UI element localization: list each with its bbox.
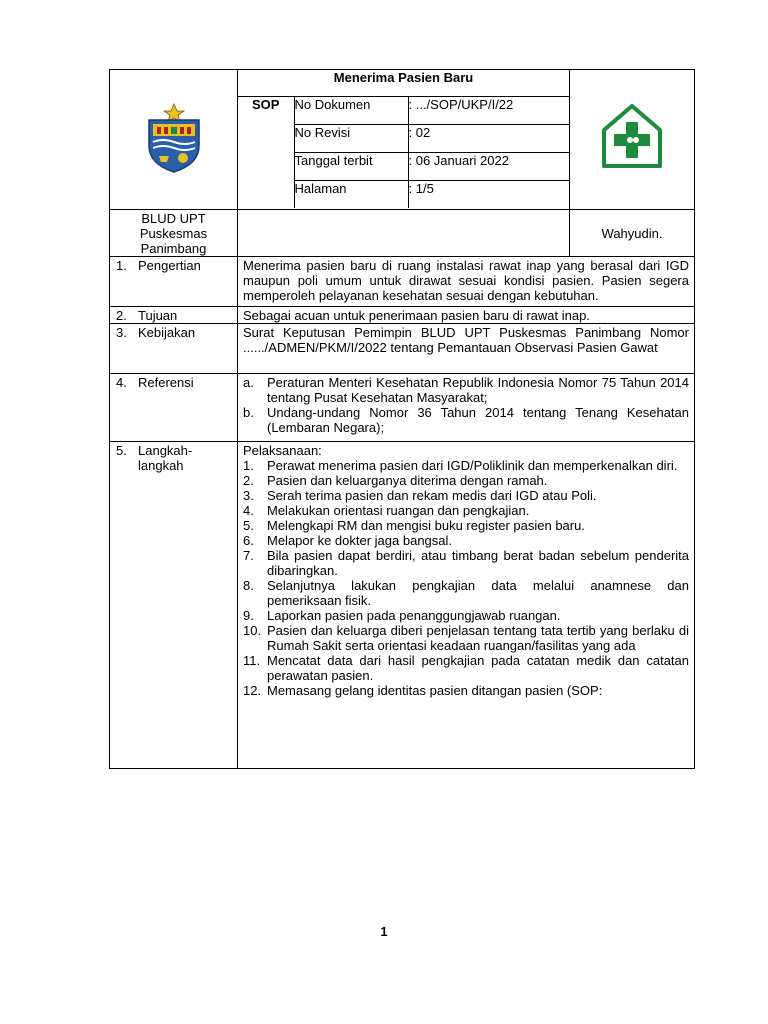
step-text: Serah terima pasien dan rekam medis dari IGD atau Poli. [267, 488, 597, 503]
meta-value: : 06 Januari 2022 [408, 153, 569, 181]
step-number: 3. [243, 488, 254, 503]
list-marker: b. [243, 405, 254, 420]
meta-value: : 02 [408, 125, 569, 153]
list-item [243, 405, 689, 435]
step-item [243, 548, 689, 578]
step-text: Selanjutnya lakukan pengkajian data melalui anamnese dan pemeriksaan fisik. [267, 578, 689, 608]
step-item [243, 488, 689, 503]
step-item [243, 683, 689, 698]
section-number: 4. [116, 375, 127, 390]
section-number: 5. [116, 443, 127, 458]
section-label: Referensi [138, 375, 194, 390]
list-text: Peraturan Menteri Kesehatan Republik Indonesia Nomor 75 Tahun 2014 tentang Pusat Kesehatan Masyarakat; [267, 375, 689, 405]
page-number: 1 [380, 924, 388, 939]
step-text: Pasien dan keluarganya diterima dengan ramah. [267, 473, 548, 488]
regency-emblem-icon [143, 102, 205, 174]
step-number: 9. [243, 608, 254, 623]
step-item [243, 653, 689, 683]
section-number: 1. [116, 258, 127, 273]
section-number: 3. [116, 325, 127, 340]
section-label-kebijakan [110, 324, 238, 374]
list-marker: a. [243, 375, 254, 390]
meta-label: No Revisi [294, 125, 408, 153]
section-label: langkah [138, 458, 184, 473]
meta-label: No Dokumen [294, 97, 408, 125]
step-text: Laporkan pasien pada penanggungjawab ruangan. [267, 608, 561, 623]
header-center [238, 70, 570, 210]
section-label-referensi [110, 374, 238, 442]
steps-intro: Pelaksanaan: [243, 443, 322, 458]
meta-label: Tanggal terbit [294, 153, 408, 181]
org-line: BLUD UPT [141, 210, 206, 226]
step-number: 1. [243, 458, 254, 473]
step-item [243, 578, 689, 608]
meta-value: : 1/5 [408, 181, 569, 209]
step-item [243, 533, 689, 548]
section-label: Pengertian [138, 258, 201, 273]
step-text: Melengkapi RM dan mengisi buku register pasien baru. [267, 518, 585, 533]
document-title: Menerima Pasien Baru [238, 70, 569, 97]
section-label-pengertian [110, 257, 238, 307]
list-item [243, 375, 689, 405]
step-number: 7. [243, 548, 254, 563]
signature-area [238, 210, 570, 257]
signatory-name: Wahyudin. [570, 210, 695, 257]
step-number: 10. [243, 623, 262, 638]
section-label: Kebijakan [138, 325, 196, 340]
step-number: 11. [243, 653, 261, 668]
step-number: 2. [243, 473, 254, 488]
step-text: Melapor ke dokter jaga bangsal. [267, 533, 453, 548]
section-number: 2. [116, 308, 127, 323]
step-item [243, 503, 689, 518]
list-text: Undang-undang Nomor 36 Tahun 2014 tentang Tenang Kesehatan (Lembaran Negara); [267, 405, 689, 435]
step-item [243, 518, 689, 533]
health-logo-cell [570, 70, 695, 210]
step-item [243, 623, 689, 653]
step-text: Perawat menerima pasien dari IGD/Poliklinik dan memperkenalkan diri. [267, 458, 678, 473]
section-text-referensi [238, 374, 695, 442]
org-line: Panimbang [140, 240, 207, 256]
section-text-kebijakan: Surat Keputusan Pemimpin BLUD UPT Puskesmas Panimbang Nomor ....../ADMEN/PKM/I/2022 tentang Pemantauan Observasi Pasien Gawat [238, 324, 695, 374]
step-item [243, 458, 689, 473]
step-text: Bila pasien dapat berdiri, atau timbang berat badan sebelum penderita dibaringkan. [267, 548, 689, 578]
section-label: Tujuan [138, 308, 178, 323]
section-label-langkah [110, 442, 238, 769]
sop-table [109, 69, 695, 769]
step-number: 12. [243, 683, 262, 698]
step-number: 4. [243, 503, 254, 518]
step-text: Mencatat data dari hasil pengkajian pada catatan medik dan catatan perawatan pasien. [267, 653, 689, 683]
section-label-tujuan [110, 307, 238, 324]
step-text: Memasang gelang identitas pasien ditangan pasien (SOP: [267, 683, 603, 698]
step-number: 5. [243, 518, 254, 533]
step-number: 8. [243, 578, 254, 593]
section-label: Langkah- [138, 443, 193, 458]
step-item [243, 608, 689, 623]
step-text: Pasien dan keluarga diberi penjelasan tentang tata tertib yang berlaku di Rumah Sakit serta orientasi keadaan ruangan/fasilitas yang ada [267, 623, 689, 653]
sop-label: SOP [238, 97, 294, 209]
regional-logo-cell [110, 70, 238, 210]
steps-list [243, 458, 689, 698]
step-item [243, 473, 689, 488]
step-number: 6. [243, 533, 254, 548]
section-text-langkah [238, 442, 695, 769]
section-text-pengertian: Menerima pasien baru di ruang instalasi rawat inap yang berasal dari IGD maupun poli umum untuk dirawat sesuai kondisi pasien. Pasien segera memperoleh pelayanan kesehatan sesuai dengan kebutuhan. [238, 257, 695, 307]
org-line: Puskesmas [139, 225, 208, 241]
meta-label: Halaman [294, 181, 408, 209]
meta-value: : .../SOP/UKP/I/22 [408, 97, 569, 125]
step-text: Melakukan orientasi ruangan dan pengkajian. [267, 503, 530, 518]
puskesmas-logo-icon [600, 102, 664, 174]
section-text-tujuan: Sebagai acuan untuk penerimaan pasien baru di rawat inap. [238, 307, 695, 324]
organization-name [110, 210, 238, 257]
